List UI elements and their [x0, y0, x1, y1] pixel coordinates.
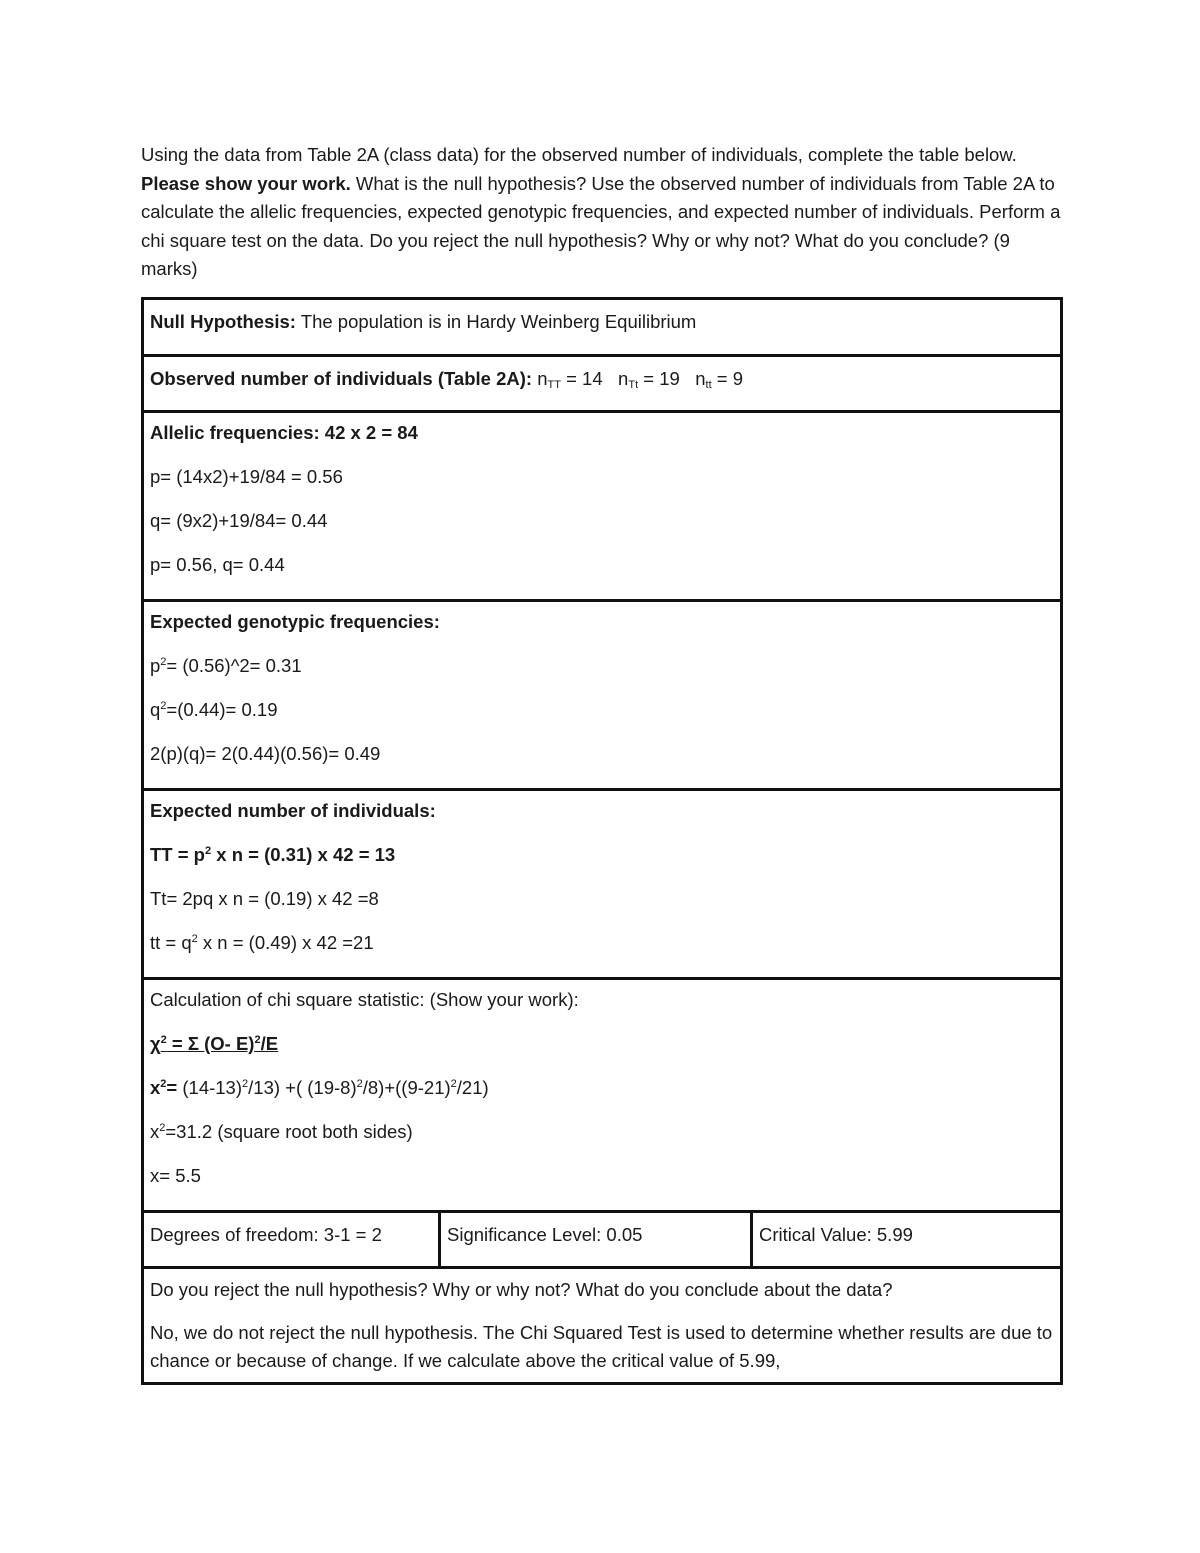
instructions-text-2: What is the null hypothesis? Use the observed number of individuals from Table 2A to calculate the allelic frequencies, expected genotypic frequencies, and expected number of individuals. Perform a chi square test on the data. Do you reject the null hypothesis? Why or why not? What do you conclude? (9 marks) [141, 172, 1061, 280]
expected-line: TT = $p^2$ x n = (0.31) x 42 = 13 [150, 844, 396, 865]
expected-line: tt = $q^2$ x n = (0.49) x 42 =21 [150, 932, 374, 953]
null-hypothesis-row [143, 299, 1062, 356]
genotypic-frequencies-row [143, 601, 1062, 790]
expected-heading: Expected number of individuals: [150, 800, 436, 821]
chi-formula: $\chi^2 = \Sigma$ (O- E)$^2$/E [150, 1033, 279, 1054]
genotypic-heading: Expected genotypic frequencies: [150, 611, 440, 632]
expected-line: Tt= 2pq x n = (0.19) x 42 =8 [150, 888, 379, 909]
chi-final: x= 5.5 [150, 1165, 201, 1186]
chi-square-row [143, 979, 1062, 1212]
instructions-text-1: Using the data from Table 2A (class data) for the observed number of individuals, complete the table below. [141, 144, 1017, 165]
observed-n-tt-lower: $n_{tt} = 9$ [695, 368, 744, 391]
chi-heading: Calculation of chi square statistic: (Show your work): [150, 989, 579, 1010]
allelic-line: q= (9x2)+19/84= 0.44 [150, 510, 328, 531]
genotypic-line: $q^2=(0.44)= 0.19$ [150, 699, 278, 720]
chi-calculation: $x^2= (14-13)^2/13$) +( $(19-8)^2/8)+((9-21)^2/21)$ [150, 1077, 489, 1098]
conclusion-answer: No, we do not reject the null hypothesis. The Chi Squared Test is used to determine whether results are due to chance or because of change. If we calculate above the critical value of 5.99, [150, 1322, 1053, 1371]
conclusion-question: Do you reject the null hypothesis? Why or why not? What do you conclude about the data? [150, 1279, 893, 1300]
null-hypothesis-label: Null Hypothesis: [150, 311, 296, 332]
expected-individuals-row [143, 790, 1062, 979]
observed-n-tt-upper: $n_{TT} = 14$ [537, 368, 603, 391]
null-hypothesis-value: The population is in Hardy Weinberg Equilibrium [300, 311, 697, 332]
chi-result: $x^2=31.2$ (square root both sides) [150, 1121, 413, 1142]
critical-value: Critical Value: 5.99 [759, 1224, 913, 1245]
allelic-heading: Allelic frequencies: 42 x 2 = 84 [150, 422, 418, 443]
genotypic-line: 2(p)(q)= 2(0.44)(0.56)= 0.49 [150, 743, 381, 764]
worksheet-table [141, 297, 1063, 1385]
significance-level: Significance Level: 0.05 [447, 1224, 643, 1245]
degrees-of-freedom: Degrees of freedom: 3-1 = 2 [150, 1224, 382, 1245]
observed-label: Observed number of individuals (Table 2A): [150, 368, 533, 389]
conclusion-row [143, 1268, 1062, 1384]
allelic-frequencies-row [143, 412, 1062, 601]
allelic-line: p= 0.56, q= 0.44 [150, 554, 285, 575]
observed-n-tt-mixed: $n_{Tt} = 19$ [618, 368, 680, 391]
observed-row [143, 356, 1062, 412]
allelic-line: p= (14x2)+19/84 = 0.56 [150, 466, 343, 487]
instructions-paragraph [141, 141, 1061, 284]
instructions-bold-text: Please show your work. [141, 172, 351, 194]
genotypic-line: $p^2=$ (0.56)^2= 0.31 [150, 655, 302, 676]
stats-row [143, 1212, 1062, 1268]
